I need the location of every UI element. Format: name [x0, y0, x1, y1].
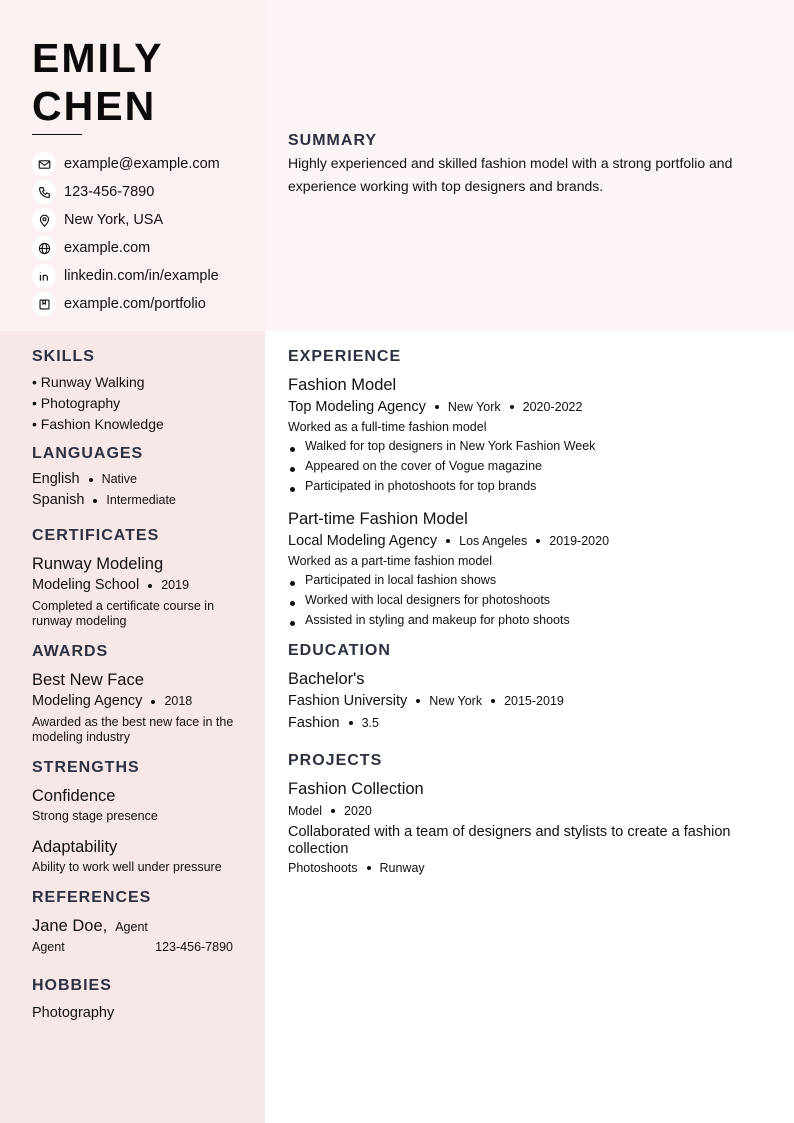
main-content: [288, 348, 768, 890]
contact-portfolio-text: example.com/portfolio: [64, 296, 206, 312]
award-year: 2018: [164, 694, 193, 708]
language-name: English: [32, 471, 80, 487]
job-bullet: Worked with local designers for photoshoots: [288, 590, 768, 610]
separator-dot: [93, 499, 97, 503]
strength-description: Ability to work well under pressure: [32, 860, 222, 874]
hobbies-section: [32, 977, 242, 1024]
project-description: Collaborated with a team of designers and stylists to create a fashion collection: [288, 824, 731, 857]
contact-portfolio[interactable]: [32, 290, 220, 318]
language-name: Spanish: [32, 492, 85, 508]
reference-role: Agent: [115, 920, 148, 934]
certificate-description: Completed a certificate course in runway modeling: [32, 599, 215, 628]
summary-text: Highly experienced and skilled fashion model with a strong portfolio and experience working with top designers and brands.: [288, 155, 733, 194]
contact-website-text: example.com: [64, 240, 151, 256]
job-bullet: Walked for top designers in New York Fashion Week: [288, 436, 768, 456]
education-location: New York: [429, 694, 483, 708]
last-name: CHEN: [32, 83, 157, 129]
contact-location-text: New York, USA: [64, 212, 164, 228]
first-name: EMILY: [32, 35, 164, 81]
skill-item: • Fashion Knowledge: [32, 416, 164, 432]
reference-row: [32, 915, 242, 937]
contact-phone-text: 123-456-7890: [64, 184, 155, 200]
project-role: Model: [288, 804, 323, 818]
project-year: 2020: [344, 804, 372, 818]
job-bullet: Appeared on the cover of Vogue magazine: [288, 456, 768, 476]
certificates-section: [32, 527, 242, 629]
skills-section: [32, 348, 242, 435]
job-bullet: Participated in local fashion shows: [288, 570, 768, 590]
project-meta: [288, 800, 768, 822]
education-degree: Bachelor's: [288, 670, 365, 688]
strength-name: Adaptability: [32, 838, 118, 856]
award-issuer: Modeling Agency: [32, 693, 143, 709]
summary-section: [288, 132, 758, 198]
separator-dot: [491, 699, 495, 703]
projects-section: [288, 752, 768, 878]
project-tags: [288, 858, 768, 878]
job-title: Part-time Fashion Model: [288, 510, 468, 528]
project-tag: Runway: [379, 861, 425, 875]
separator-dot: [367, 866, 371, 870]
job-company: Local Modeling Agency: [288, 533, 438, 549]
job-summary: Worked as a part-time fashion model: [288, 554, 493, 568]
contact-list: [32, 150, 220, 318]
contact-linkedin-text: linkedin.com/in/example: [64, 268, 219, 284]
strength-description: Strong stage presence: [32, 809, 158, 823]
phone-icon: [32, 180, 56, 204]
education-dates: 2015-2019: [504, 694, 564, 708]
job-meta: [288, 396, 768, 418]
contact-email[interactable]: [32, 150, 220, 178]
contact-phone[interactable]: [32, 178, 220, 206]
certificate-issuer: Modeling School: [32, 577, 140, 593]
awards-section: [32, 643, 242, 745]
certificate-name: Runway Modeling: [32, 555, 164, 573]
linkedin-icon: [32, 264, 56, 288]
job-title: Fashion Model: [288, 376, 397, 394]
education-title: EDUCATION: [288, 642, 391, 659]
separator-dot: [446, 539, 450, 543]
education-field: Fashion: [288, 715, 340, 731]
separator-dot: [416, 699, 420, 703]
experience-section: [288, 348, 768, 630]
language-row: [32, 490, 242, 511]
education-meta: [288, 690, 768, 712]
experience-entry: [288, 508, 768, 630]
contact-linkedin[interactable]: [32, 262, 220, 290]
experience-entry: [288, 374, 768, 496]
job-dates: 2020-2022: [522, 400, 583, 414]
award-meta: [32, 691, 242, 712]
location-pin-icon: [32, 208, 56, 232]
projects-title: PROJECTS: [288, 752, 383, 769]
project-name: Fashion Collection: [288, 780, 424, 798]
experience-title: EXPERIENCE: [288, 348, 402, 365]
job-location: New York: [447, 400, 501, 414]
education-gpa: 3.5: [361, 716, 379, 730]
education-school: Fashion University: [288, 693, 408, 709]
globe-icon: [32, 236, 56, 260]
language-row: [32, 469, 242, 490]
hobbies-title: HOBBIES: [32, 977, 112, 994]
skill-item: • Photography: [32, 395, 121, 411]
job-company: Top Modeling Agency: [288, 399, 426, 415]
separator-dot: [89, 478, 93, 482]
reference-details: [32, 937, 233, 957]
contact-website[interactable]: [32, 234, 220, 262]
job-location: Los Angeles: [459, 534, 528, 548]
strengths-section: [32, 759, 242, 875]
sidebar-content: [32, 348, 242, 1034]
certificates-title: CERTIFICATES: [32, 527, 160, 544]
award-name: Best New Face: [32, 671, 144, 689]
certificate-year: 2019: [161, 578, 190, 592]
separator-dot: [331, 809, 335, 813]
languages-section: [32, 445, 242, 511]
contact-location: [32, 206, 220, 234]
job-bullets: [288, 570, 768, 630]
name-underline: [32, 134, 82, 135]
separator-dot: [510, 405, 514, 409]
separator-dot: [148, 584, 152, 588]
language-level: Intermediate: [106, 493, 176, 507]
candidate-name: [32, 34, 164, 130]
references-section: [32, 889, 242, 957]
job-bullets: [288, 436, 768, 496]
contact-email-text: example@example.com: [64, 156, 220, 172]
strengths-title: STRENGTHS: [32, 759, 140, 776]
reference-name: Jane Doe,: [32, 917, 108, 935]
reference-phone: 123-456-7890: [155, 940, 233, 954]
job-summary: Worked as a full-time fashion model: [288, 420, 487, 434]
education-section: [288, 642, 768, 734]
skill-item: • Runway Walking: [32, 374, 145, 390]
summary-title: SUMMARY: [288, 132, 378, 149]
strength-name: Confidence: [32, 787, 116, 805]
job-dates: 2019-2020: [549, 534, 610, 548]
separator-dot: [536, 539, 540, 543]
job-bullet: Participated in photoshoots for top brands: [288, 476, 768, 496]
separator-dot: [435, 405, 439, 409]
certificate-meta: [32, 575, 242, 596]
reference-role-secondary: Agent: [32, 940, 65, 954]
mail-icon: [32, 152, 56, 176]
languages-title: LANGUAGES: [32, 445, 144, 462]
separator-dot: [349, 721, 353, 725]
job-bullet: Assisted in styling and makeup for photo shoots: [288, 610, 768, 630]
awards-title: AWARDS: [32, 643, 109, 660]
job-meta: [288, 530, 768, 552]
portfolio-icon: [32, 292, 56, 316]
separator-dot: [151, 700, 155, 704]
references-title: REFERENCES: [32, 889, 152, 906]
skills-title: SKILLS: [32, 348, 95, 365]
project-tag: Photoshoots: [288, 861, 358, 875]
language-level: Native: [101, 472, 137, 486]
award-description: Awarded as the best new face in the modeling industry: [32, 715, 234, 744]
education-field-row: [288, 712, 768, 734]
hobby-item: Photography: [32, 1005, 115, 1021]
